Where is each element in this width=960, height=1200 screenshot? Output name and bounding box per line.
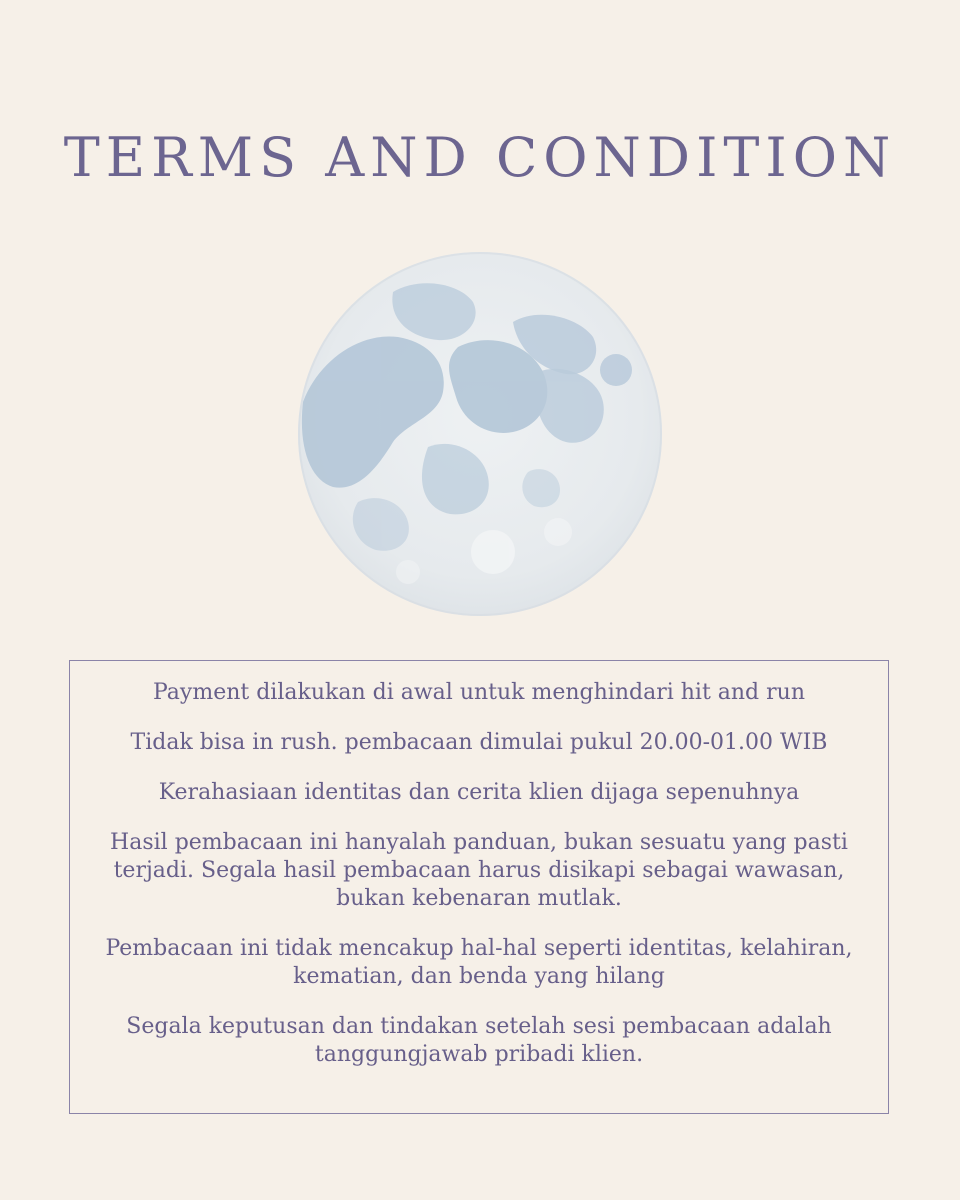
page-title: TERMS AND CONDITION: [63, 126, 897, 189]
full-moon-icon: [298, 252, 662, 616]
term-schedule: Tidak bisa in rush. pembacaan dimulai pukul 20.00-01.00 WIB: [130, 730, 828, 755]
term-confidentiality: Kerahasiaan identitas dan cerita klien dijaga sepenuhnya: [158, 780, 800, 805]
term-guidance: Hasil pembacaan ini hanyalah panduan, bukan sesuatu yang pasti terjadi. Segala hasil pembacaan harus disikapi sebagai wawasan, bukan kebenaran mutlak.: [110, 830, 848, 911]
terms-box: [69, 660, 889, 1114]
term-scope: Pembacaan ini tidak mencakup hal-hal seperti identitas, kelahiran, kematian, dan benda yang hilang: [105, 936, 853, 989]
term-responsibility: Segala keputusan dan tindakan setelah sesi pembacaan adalah tanggungjawab pribadi klien.: [126, 1014, 832, 1067]
term-payment: Payment dilakukan di awal untuk menghindari hit and run: [152, 680, 805, 705]
